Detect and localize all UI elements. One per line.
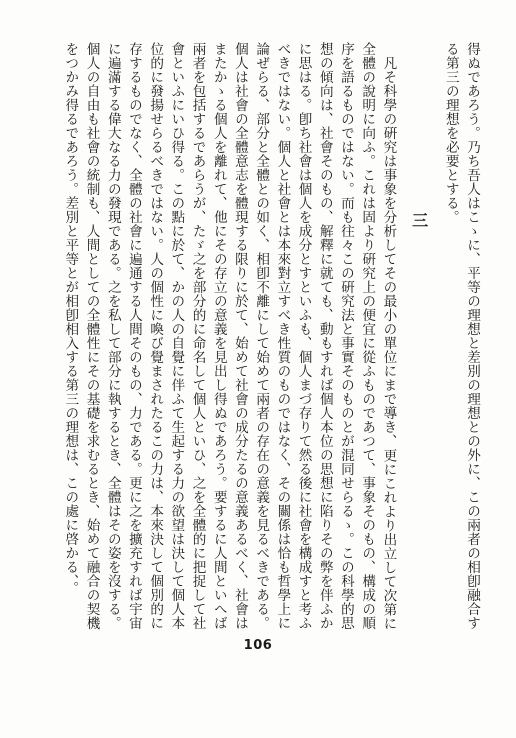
vertical-text-body [32,42,482,630]
page-number: 106 [243,638,273,653]
section-heading: 三 [409,212,429,228]
main-paragraph: 凡そ科學の硏究は事象を分析してその最小の單位にまで導き、更にこれより出立して次第に全體の說明に向ふ。これは固より硏究上の便宜に從ふものであつて、事象そのもの、構成の順序を語るものではない。而も往々この硏究法と事實そのものとが混同せらるゝ。この科學的思想の傾向は、社會そのもの、解釋に就ても、動もすれば個人本位の思想に陷りその弊を伴ふかに思はる。卽ち社會は個人を成分とすといふも、個人まづ存りて然る後に社會を構成すと考ふべきではない。個人と社會とは本來對立すべき性質のものではなく、その關係は恰も哲學上に論ぜらる、部分と全體との如く、相卽不離にして始めて兩者の存在の意義を見るべきである。個人は社會の全體意志を體現する限りに於て、始めて社會の成分たるの意義あるべく、社會はまたかゝる個人を離れて、他にその存立の意義を見出し得ぬであろう。要するに人間といへば兩者を包括するであらうが、たゞ之を部分的に命名して個人といひ、之を全體的に把捉して社會といふにいひ得る。この點に於て、かの人の自覺に伴ふて生起する力の欲望は決して個人本位的に發揚せらるべきではない。人の個性に喚び覺まされたるこの力は、本來決して個別的に存するものでなく、全體の社會に遍通する人間そのもの、力である。更に之を擴充すれば宇宙に遍滿する偉大なる力の發現である。之を私して部分に執するとき、全體はその姿を沒する。個人の自由も社會の統制も、人間としての全體性にその基礎を求むるとき、始めて融合の契機をつかみ得るであろう。差別と平等とが相卽相入する第三の理想は、この處に啓かる、。 [62,42,397,630]
intro-paragraph: 得ぬであろう。乃ち吾人はこゝに、平等の理想と差別の理想との外に、この兩者の相卽融合する第三の理想を必要とする。 [442,42,480,630]
